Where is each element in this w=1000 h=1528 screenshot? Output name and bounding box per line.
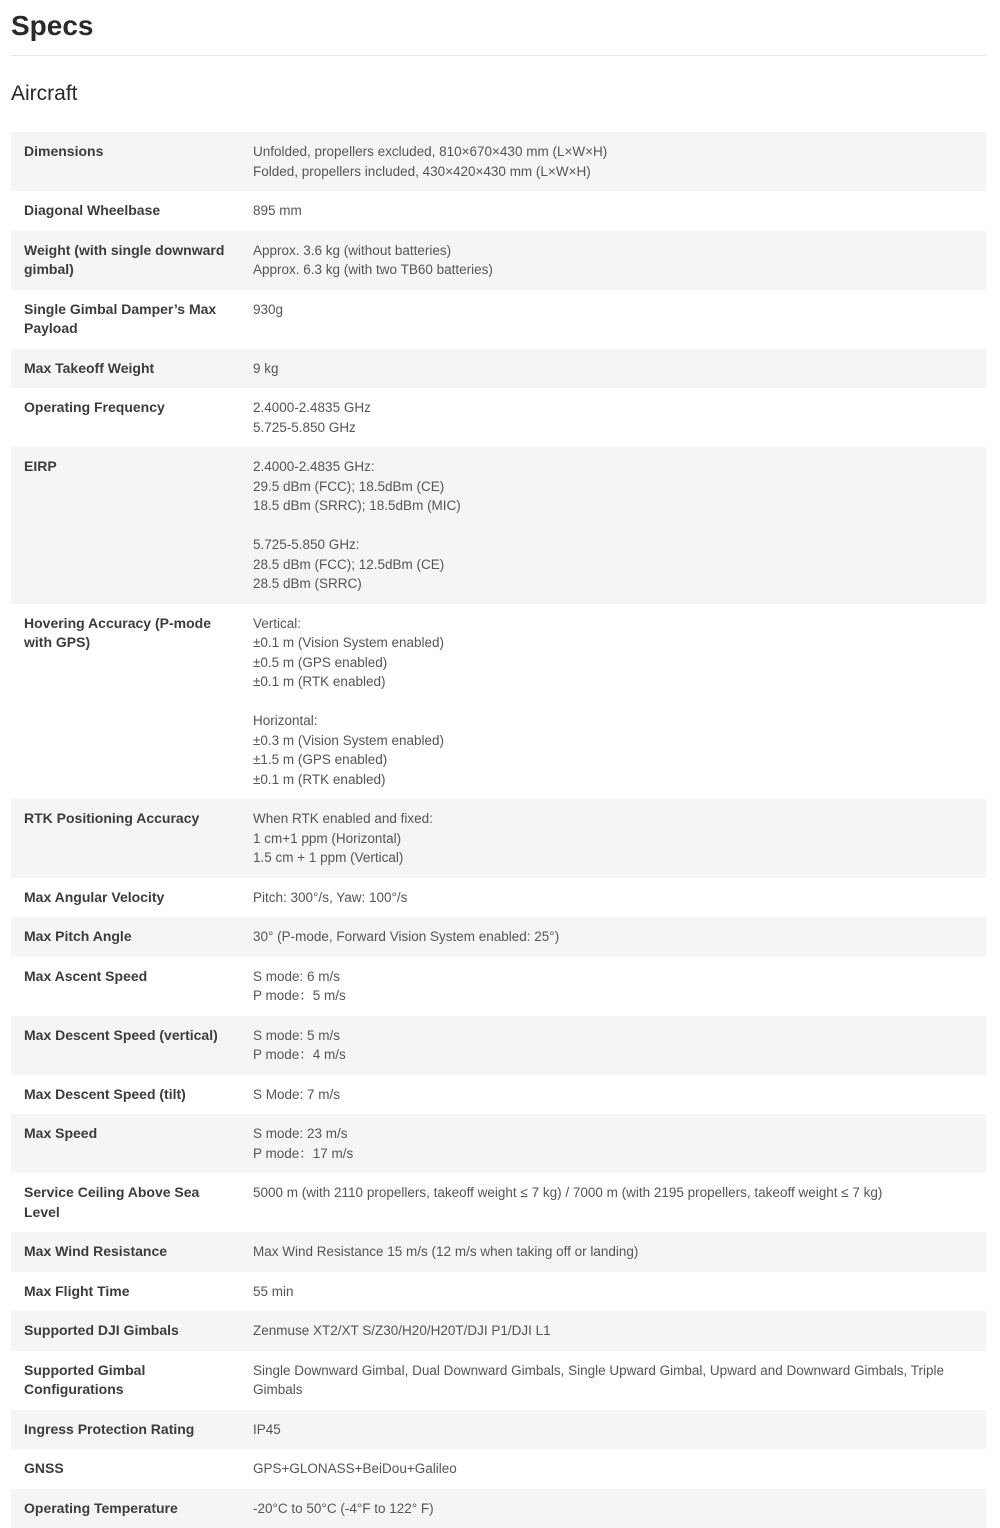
spec-label: Ingress Protection Rating (11, 1420, 253, 1440)
spec-value-line (253, 692, 966, 712)
spec-row (11, 447, 986, 604)
spec-value-line: S mode: 5 m/s (253, 1026, 966, 1046)
spec-row (11, 1311, 986, 1351)
spec-label: Max Flight Time (11, 1282, 253, 1302)
spec-row (11, 917, 986, 957)
spec-value-line: Vertical: (253, 614, 966, 634)
spec-value (253, 398, 986, 437)
spec-value-line: 5.725-5.850 GHz (253, 418, 966, 438)
spec-value-line: 55 min (253, 1282, 966, 1302)
spec-label: Diagonal Wheelbase (11, 201, 253, 221)
title-divider (11, 55, 986, 56)
spec-value-line: 1.5 cm + 1 ppm (Vertical) (253, 848, 966, 868)
spec-value-line: Folded, propellers included, 430×420×430 mm (L×W×H) (253, 162, 966, 182)
spec-value-line: GPS+GLONASS+BeiDou+Galileo (253, 1459, 966, 1479)
spec-label: Max Angular Velocity (11, 888, 253, 908)
spec-value-line: S mode: 6 m/s (253, 967, 966, 987)
spec-row (11, 191, 986, 231)
spec-value-line: Approx. 6.3 kg (with two TB60 batteries) (253, 260, 966, 280)
spec-value (253, 1124, 986, 1163)
spec-table (11, 132, 986, 1528)
spec-value (253, 201, 986, 221)
spec-value (253, 142, 986, 181)
spec-value-line: 1 cm+1 ppm (Horizontal) (253, 829, 966, 849)
spec-value-line: -20°C to 50°C (-4°F to 122° F) (253, 1499, 966, 1519)
spec-value-line: ±0.1 m (Vision System enabled) (253, 633, 966, 653)
spec-value (253, 457, 986, 594)
spec-value-line: 5000 m (with 2110 propellers, takeoff weight ≤ 7 kg) / 7000 m (with 2195 propellers, takeoff weight ≤ 7 kg) (253, 1183, 966, 1203)
spec-row (11, 799, 986, 878)
spec-value-line: 29.5 dBm (FCC); 18.5dBm (CE) (253, 477, 966, 497)
spec-row (11, 1272, 986, 1312)
spec-value-line: 28.5 dBm (FCC); 12.5dBm (CE) (253, 555, 966, 575)
spec-value-line: IP45 (253, 1420, 966, 1440)
spec-value-line: 30° (P-mode, Forward Vision System enabled: 25°) (253, 927, 966, 947)
spec-row (11, 604, 986, 800)
spec-value (253, 241, 986, 280)
spec-label: Max Pitch Angle (11, 927, 253, 947)
spec-value-line: Approx. 3.6 kg (without batteries) (253, 241, 966, 261)
spec-label: Dimensions (11, 142, 253, 181)
spec-value-line: Max Wind Resistance 15 m/s (12 m/s when taking off or landing) (253, 1242, 966, 1262)
spec-value-line: Pitch: 300°/s, Yaw: 100°/s (253, 888, 966, 908)
spec-label: Operating Temperature (11, 1499, 253, 1519)
spec-value-line: Horizontal: (253, 711, 966, 731)
spec-value-line: 28.5 dBm (SRRC) (253, 574, 966, 594)
spec-row (11, 1410, 986, 1450)
spec-label: Single Gimbal Damper’s Max Payload (11, 300, 253, 339)
spec-row (11, 231, 986, 290)
spec-value-line: P mode：17 m/s (253, 1144, 966, 1164)
spec-label: Max Wind Resistance (11, 1242, 253, 1262)
spec-value-line: P mode：4 m/s (253, 1045, 966, 1065)
spec-label: Max Ascent Speed (11, 967, 253, 1006)
spec-value-line: 930g (253, 300, 966, 320)
spec-value-line: Unfolded, propellers excluded, 810×670×430 mm (L×W×H) (253, 142, 966, 162)
spec-row (11, 388, 986, 447)
spec-label: Service Ceiling Above Sea Level (11, 1183, 253, 1222)
spec-value-line (253, 516, 966, 536)
spec-value (253, 1026, 986, 1065)
spec-value (253, 888, 986, 908)
page-title: Specs (11, 8, 94, 44)
spec-row (11, 1489, 986, 1528)
section-title: Aircraft (11, 81, 78, 107)
spec-value-line: 895 mm (253, 201, 966, 221)
spec-row (11, 1449, 986, 1489)
spec-value (253, 967, 986, 1006)
spec-label: EIRP (11, 457, 253, 594)
spec-value-line: ±0.1 m (RTK enabled) (253, 672, 966, 692)
spec-value (253, 614, 986, 790)
spec-value-line: Zenmuse XT2/XT S/Z30/H20/H20T/DJI P1/DJI L1 (253, 1321, 966, 1341)
spec-value-line: ±1.5 m (GPS enabled) (253, 750, 966, 770)
spec-value-line: 2.4000-2.4835 GHz: (253, 457, 966, 477)
spec-label: GNSS (11, 1459, 253, 1479)
spec-value (253, 1459, 986, 1479)
spec-value (253, 1085, 986, 1105)
spec-value (253, 927, 986, 947)
spec-value-line: When RTK enabled and fixed: (253, 809, 966, 829)
spec-value (253, 300, 986, 339)
spec-value-line: 2.4000-2.4835 GHz (253, 398, 966, 418)
spec-value-line: 9 kg (253, 359, 966, 379)
spec-value (253, 1361, 986, 1400)
spec-row (11, 878, 986, 918)
spec-value (253, 1420, 986, 1440)
spec-row (11, 1232, 986, 1272)
spec-row (11, 1351, 986, 1410)
spec-row (11, 349, 986, 389)
spec-value (253, 1183, 986, 1222)
spec-value-line: P mode：5 m/s (253, 986, 966, 1006)
spec-value-line: Single Downward Gimbal, Dual Downward Gimbals, Single Upward Gimbal, Upward and Downward Gimbals, Triple Gimbals (253, 1361, 966, 1400)
spec-value-line: S mode: 23 m/s (253, 1124, 966, 1144)
spec-value (253, 1499, 986, 1519)
spec-value-line: S Mode: 7 m/s (253, 1085, 966, 1105)
spec-label: RTK Positioning Accuracy (11, 809, 253, 868)
spec-value-line: ±0.5 m (GPS enabled) (253, 653, 966, 673)
spec-value (253, 809, 986, 868)
spec-label: Weight (with single downward gimbal) (11, 241, 253, 280)
spec-value (253, 1282, 986, 1302)
spec-label: Operating Frequency (11, 398, 253, 437)
spec-row (11, 1114, 986, 1173)
spec-value-line: 5.725-5.850 GHz: (253, 535, 966, 555)
spec-label: Max Takeoff Weight (11, 359, 253, 379)
spec-value-line: 18.5 dBm (SRRC); 18.5dBm (MIC) (253, 496, 966, 516)
spec-label: Hovering Accuracy (P-mode with GPS) (11, 614, 253, 790)
spec-value-line: ±0.1 m (RTK enabled) (253, 770, 966, 790)
spec-row (11, 1016, 986, 1075)
spec-row (11, 132, 986, 191)
spec-value-line: ±0.3 m (Vision System enabled) (253, 731, 966, 751)
spec-label: Supported DJI Gimbals (11, 1321, 253, 1341)
spec-row (11, 1075, 986, 1115)
spec-label: Max Descent Speed (vertical) (11, 1026, 253, 1065)
spec-value (253, 1242, 986, 1262)
spec-row (11, 290, 986, 349)
spec-row (11, 1173, 986, 1232)
spec-label: Max Descent Speed (tilt) (11, 1085, 253, 1105)
spec-value (253, 1321, 986, 1341)
spec-label: Max Speed (11, 1124, 253, 1163)
spec-label: Supported Gimbal Configurations (11, 1361, 253, 1400)
spec-row (11, 957, 986, 1016)
spec-value (253, 359, 986, 379)
